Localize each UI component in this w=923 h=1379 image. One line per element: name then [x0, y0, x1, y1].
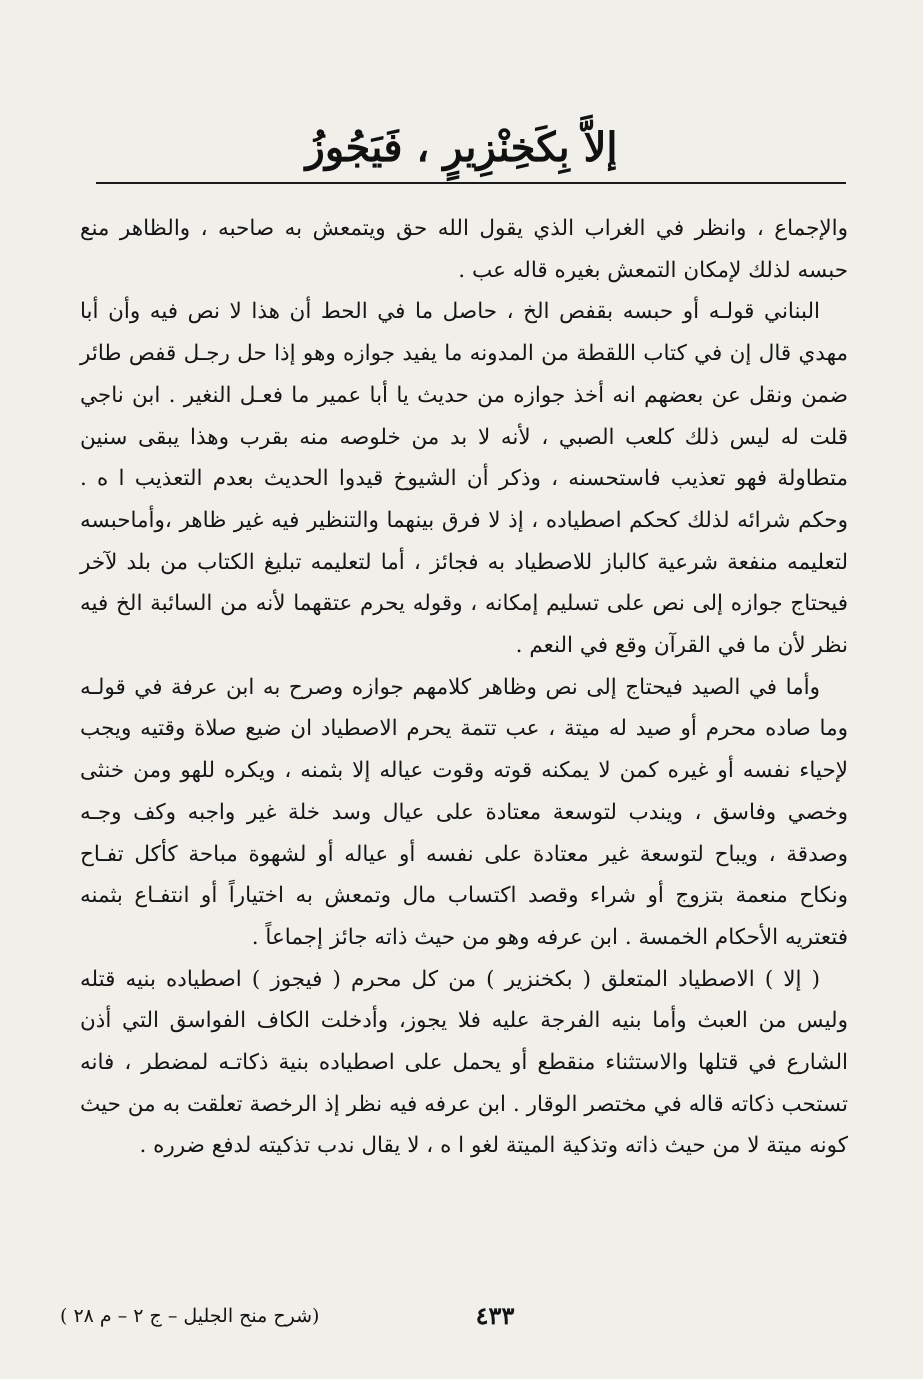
page-body	[80, 208, 848, 1167]
heading-rule	[96, 182, 846, 184]
paragraph-2: البناني قولـه أو حبسه بقفص الخ ، حاصل ما في الحط أن هذا لا نص فيه وأن أبا مهدي قال إن في كتاب اللقطة من المدونه ما يفيد جوازه وهو إذا حل رجـل قفص طائر ضمن ونقل عن بعضهم انه أخذ جوازه من حديث يا أبا عمير ما فعـل النغير . ابن ناجي قلت له ليس ذلك كلعب الصبي ، لأنه لا بد من خلوصه منه بقرب وهذا يبقى سنين متطاولة فهو تعذيب فاستحسنه ، وذكر أن الشيوخ قيدوا الحديث بعدم التعذيب ا ه . وحكم شرائه لذلك كحكم اصطياده ، إذ لا فرق بينهما والتنظير فيه غير ظاهر ،وأماحبسه لتعليمه منفعة شرعية كالباز للاصطياد به فجائز ، أما لتعليمه تبليغ الكتاب من بلد لآخر فيحتاج جوازه إلى نص على تسليم إمكانه ، وقوله يحرم عتقهما لأنه من السائبة الخ فيه نظر لأن ما في القرآن وقع في النعم .	[80, 299, 848, 659]
paragraph-1: والإجماع ، وانظر في الغراب الذي يقول الله حق ويتمعش به صاحبه ، والظاهر منع حبسه لذلك لإمكان التمعش بغيره قاله عب .	[80, 216, 848, 283]
page-footer	[60, 1296, 850, 1336]
page-heading: إلاَّ بِكَخِنْزِيرٍ ، فَيَجُوزُ	[305, 124, 618, 171]
book-reference: (شرح منح الجليل – ج ٢ – م ٢٨ )	[60, 1305, 320, 1327]
paragraph-3: وأما في الصيد فيحتاج إلى نص وظاهر كلامهم جوازه وصرح به ابن عرفة في قولـه وما صاده محرم أو صيد له ميتة ، عب تتمة يحرم الاصطياد ان ضيع صلاة وقتيه ويجب لإحياء نفسه أو غيره كمن لا يمكنه قوته وقوت عياله إلا بثمنه ، ويكره للهو ومن خنثى وخصي وفاسق ، ويندب لتوسعة معتادة على عيال وسد خلة غير واجبه وكف وجـه وصدقة ، ويباح لتوسعة غير معتادة على نفسه أو عياله أو لشهوة مباحة كأكل تفـاح ونكاح منعمة بتزوج أو شراء وقصد اكتساب مال وتمعش به اختياراً أو انتفـاع بثمنه فتعتريه الأحكام الخمسة . ابن عرفه وهو من حيث ذاته جائز إجماعاً .	[80, 674, 848, 950]
paragraph-4: ( إلا ) الاصطياد المتعلق ( بكخنزير ) من كل محرم ( فيجوز ) اصطياده بنيه قتله وليس من العبث وأما بنيه الفرجة عليه فلا يجوز، وأدخلت الكاف الفواسق التي أذن الشارع في قتلها والاستثناء منقطع أو يحمل على اصطياده بنية ذكاتـه لمضطر ، فانه تستحب ذكاته قاله في مختصر الوقار . ابن عرفه فيه نظر إذ الرخصة تعلقت به من حيث كونه ميتة لا من حيث ذاته وتذكية الميتة لغو ا ه ، لا يقال ندب تذكيته لدفع ضرره .	[80, 966, 848, 1159]
page-number: ٤٣٣	[475, 1301, 515, 1330]
